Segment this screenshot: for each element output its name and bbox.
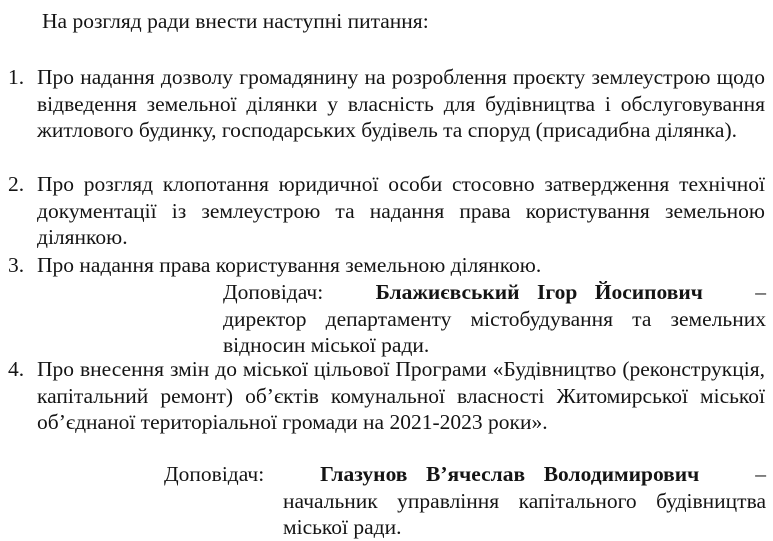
rapporteur-label: Доповідач: <box>223 280 324 304</box>
item-text: Про надання дозволу громадянину на розроблення проєкту землеустрою щодо відведення земельної ділянки у власність для будівництва і обслуговування житлового будинку, господарських будівель та споруд (присадибна ділянка). <box>37 65 765 142</box>
rapporteur-dash: – <box>755 462 767 486</box>
rapporteur-line <box>164 461 766 488</box>
item-text: Про надання права користування земельною ділянкою. <box>37 253 542 277</box>
item-number: 3. <box>8 253 25 277</box>
rapporteur-block-2 <box>164 461 766 541</box>
rapporteur-label: Доповідач: <box>164 462 265 486</box>
item-number: 4. <box>8 357 25 381</box>
rapporteur-line <box>223 279 766 306</box>
rapporteur-block-1 <box>223 279 766 359</box>
item-number: 1. <box>8 65 25 89</box>
rapporteur-name: Глазунов В’ячеслав Володимирович <box>320 462 700 486</box>
rapporteur-dash: – <box>755 280 766 304</box>
item-text: Про розгляд клопотання юридичної особи стосовно затвердження технічної документації із землеустрою та надання права користування земельною ділянкою. <box>37 172 765 249</box>
item-text: Про внесення змін до міської цільової Програми «Будівництво (реконструкція, капітальний ремонт) об’єктів комунальної власності Житомирської міської об’єднаної територіальної громади на 2021-2023 роки». <box>37 357 765 434</box>
rapporteur-position: директор департаменту містобудування та земельних відносин міської ради. <box>223 306 766 357</box>
rapporteur-name: Блажиєвський Ігор Йосипович <box>375 280 703 304</box>
rapporteur-position: начальник управління капітального будівництва міської ради. <box>283 488 766 539</box>
item-number: 2. <box>8 172 25 196</box>
intro-text: На розгляд ради внести наступні питання: <box>42 9 429 33</box>
